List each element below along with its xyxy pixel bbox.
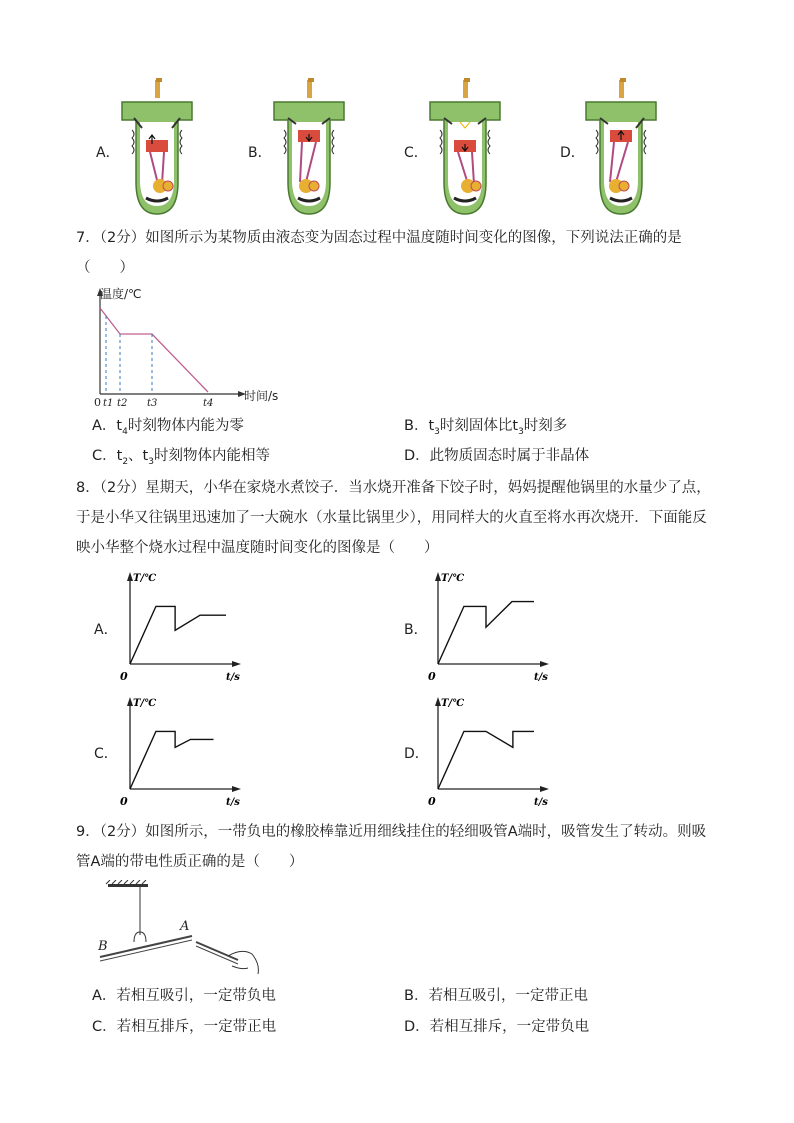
q8-stem-line3: 映小华整个烧水过程中温度随时间变化的图像是（ ） xyxy=(76,540,439,556)
q7-origin: 0 xyxy=(94,396,101,409)
q7-tick-t3: t3 xyxy=(147,398,158,409)
x-axis-label: t/s xyxy=(534,672,548,683)
x-axis-label: t/s xyxy=(534,797,548,808)
q8-graph-a[interactable] xyxy=(116,565,246,690)
y-axis-label: T/℃ xyxy=(441,698,465,709)
y-axis-label: T/℃ xyxy=(133,573,157,584)
origin-label: 0 xyxy=(120,795,128,808)
engine-diagram-a xyxy=(118,78,196,218)
x-axis-label: t/s xyxy=(226,797,240,808)
temperature-curve xyxy=(130,731,214,789)
y-axis-label: T/℃ xyxy=(133,698,157,709)
q9-option-b[interactable]: B．若相互吸引，一定带正电 xyxy=(404,988,588,1004)
q8-option-c-label[interactable]: C． xyxy=(94,746,118,762)
engine-diagram-c xyxy=(426,78,504,218)
engine-option-c-label: C． xyxy=(404,145,428,161)
q8-graph-d[interactable] xyxy=(424,690,554,815)
engine-diagram-d xyxy=(582,78,660,218)
q8-stem-line1: 8．（2分）星期天，小华在家烧水煮饺子．当水烧开准备下饺子时，妈妈提醒他锅里的水量少了点， xyxy=(76,480,711,496)
q9-label-b: B xyxy=(98,939,108,954)
q9-label-a: A xyxy=(180,919,190,934)
engine-option-b-label: B． xyxy=(248,145,272,161)
q7-cooling-curve xyxy=(100,308,208,392)
q7-option-b[interactable]: B．$t_3$时刻固体比$t_3$时刻多 xyxy=(404,418,568,437)
q8-option-d-label[interactable]: D． xyxy=(404,746,429,762)
q9-stem-line1: 9．（2分）如图所示，一带负电的橡胶棒靠近用细线挂住的轻细吸管A端时，吸管发生了转动。则吸 xyxy=(76,824,707,840)
q8-option-a-label[interactable]: A． xyxy=(94,622,118,638)
q8-stem-line2: 于是小华又往锅里迅速加了一大碗水（水量比锅里少），用同样大的火直至将水再次烧开．下面能反 xyxy=(76,510,707,526)
q8-graph-b[interactable] xyxy=(424,565,554,690)
temperature-curve xyxy=(438,602,534,664)
q9-option-c[interactable]: C．若相互排斥，一定带正电 xyxy=(92,1019,277,1035)
engine-diagram-b xyxy=(270,78,348,218)
q7-tick-t4: t4 xyxy=(203,398,214,409)
engine-option-d-label: D． xyxy=(560,145,585,161)
origin-label: 0 xyxy=(428,795,436,808)
q9-option-d[interactable]: D．若相互排斥，一定带负电 xyxy=(404,1019,590,1035)
x-axis-arrow xyxy=(540,661,549,667)
engine-option-a-label: A． xyxy=(96,145,120,161)
q8-option-b-label[interactable]: B． xyxy=(404,622,428,638)
q9-option-a[interactable]: A．若相互吸引，一定带负电 xyxy=(92,988,276,1004)
q9-hand xyxy=(228,951,258,974)
q7-ylabel: 温度/℃ xyxy=(100,287,142,301)
q7-stem-line1: 7．（2分）如图所示为某物质由液态变为固态过程中温度随时间变化的图像，下列说法正确的是 xyxy=(76,230,682,246)
origin-label: 0 xyxy=(120,670,128,683)
x-axis-arrow xyxy=(540,786,549,792)
q9-rubber-rod xyxy=(196,942,238,960)
y-axis-label: T/℃ xyxy=(441,573,465,584)
q7-stem-line2: （ ） xyxy=(76,260,134,276)
q7-tick-t2: t2 xyxy=(117,398,128,409)
q7-option-d[interactable]: D．此物质固态时属于非晶体 xyxy=(404,448,590,464)
temperature-curve xyxy=(130,606,226,664)
origin-label: 0 xyxy=(428,670,436,683)
q9-stem-line2: 管A端的带电性质正确的是（ ） xyxy=(76,854,304,870)
x-axis-arrow xyxy=(232,661,241,667)
temperature-curve xyxy=(438,731,534,789)
q7-temperature-graph xyxy=(92,282,292,410)
q7-option-a[interactable]: A．$t_4$时刻物体内能为零 xyxy=(92,418,244,437)
x-axis-arrow xyxy=(232,786,241,792)
x-axis-label: t/s xyxy=(226,672,240,683)
q7-tick-t1: t1 xyxy=(103,398,114,409)
q7-xlabel: 时间/s xyxy=(244,389,279,403)
q7-option-c[interactable]: C．$t_2$、$t_3$时刻物体内能相等 xyxy=(92,448,270,467)
q9-straw-diagram xyxy=(92,880,272,980)
q8-graph-c[interactable] xyxy=(116,690,246,815)
